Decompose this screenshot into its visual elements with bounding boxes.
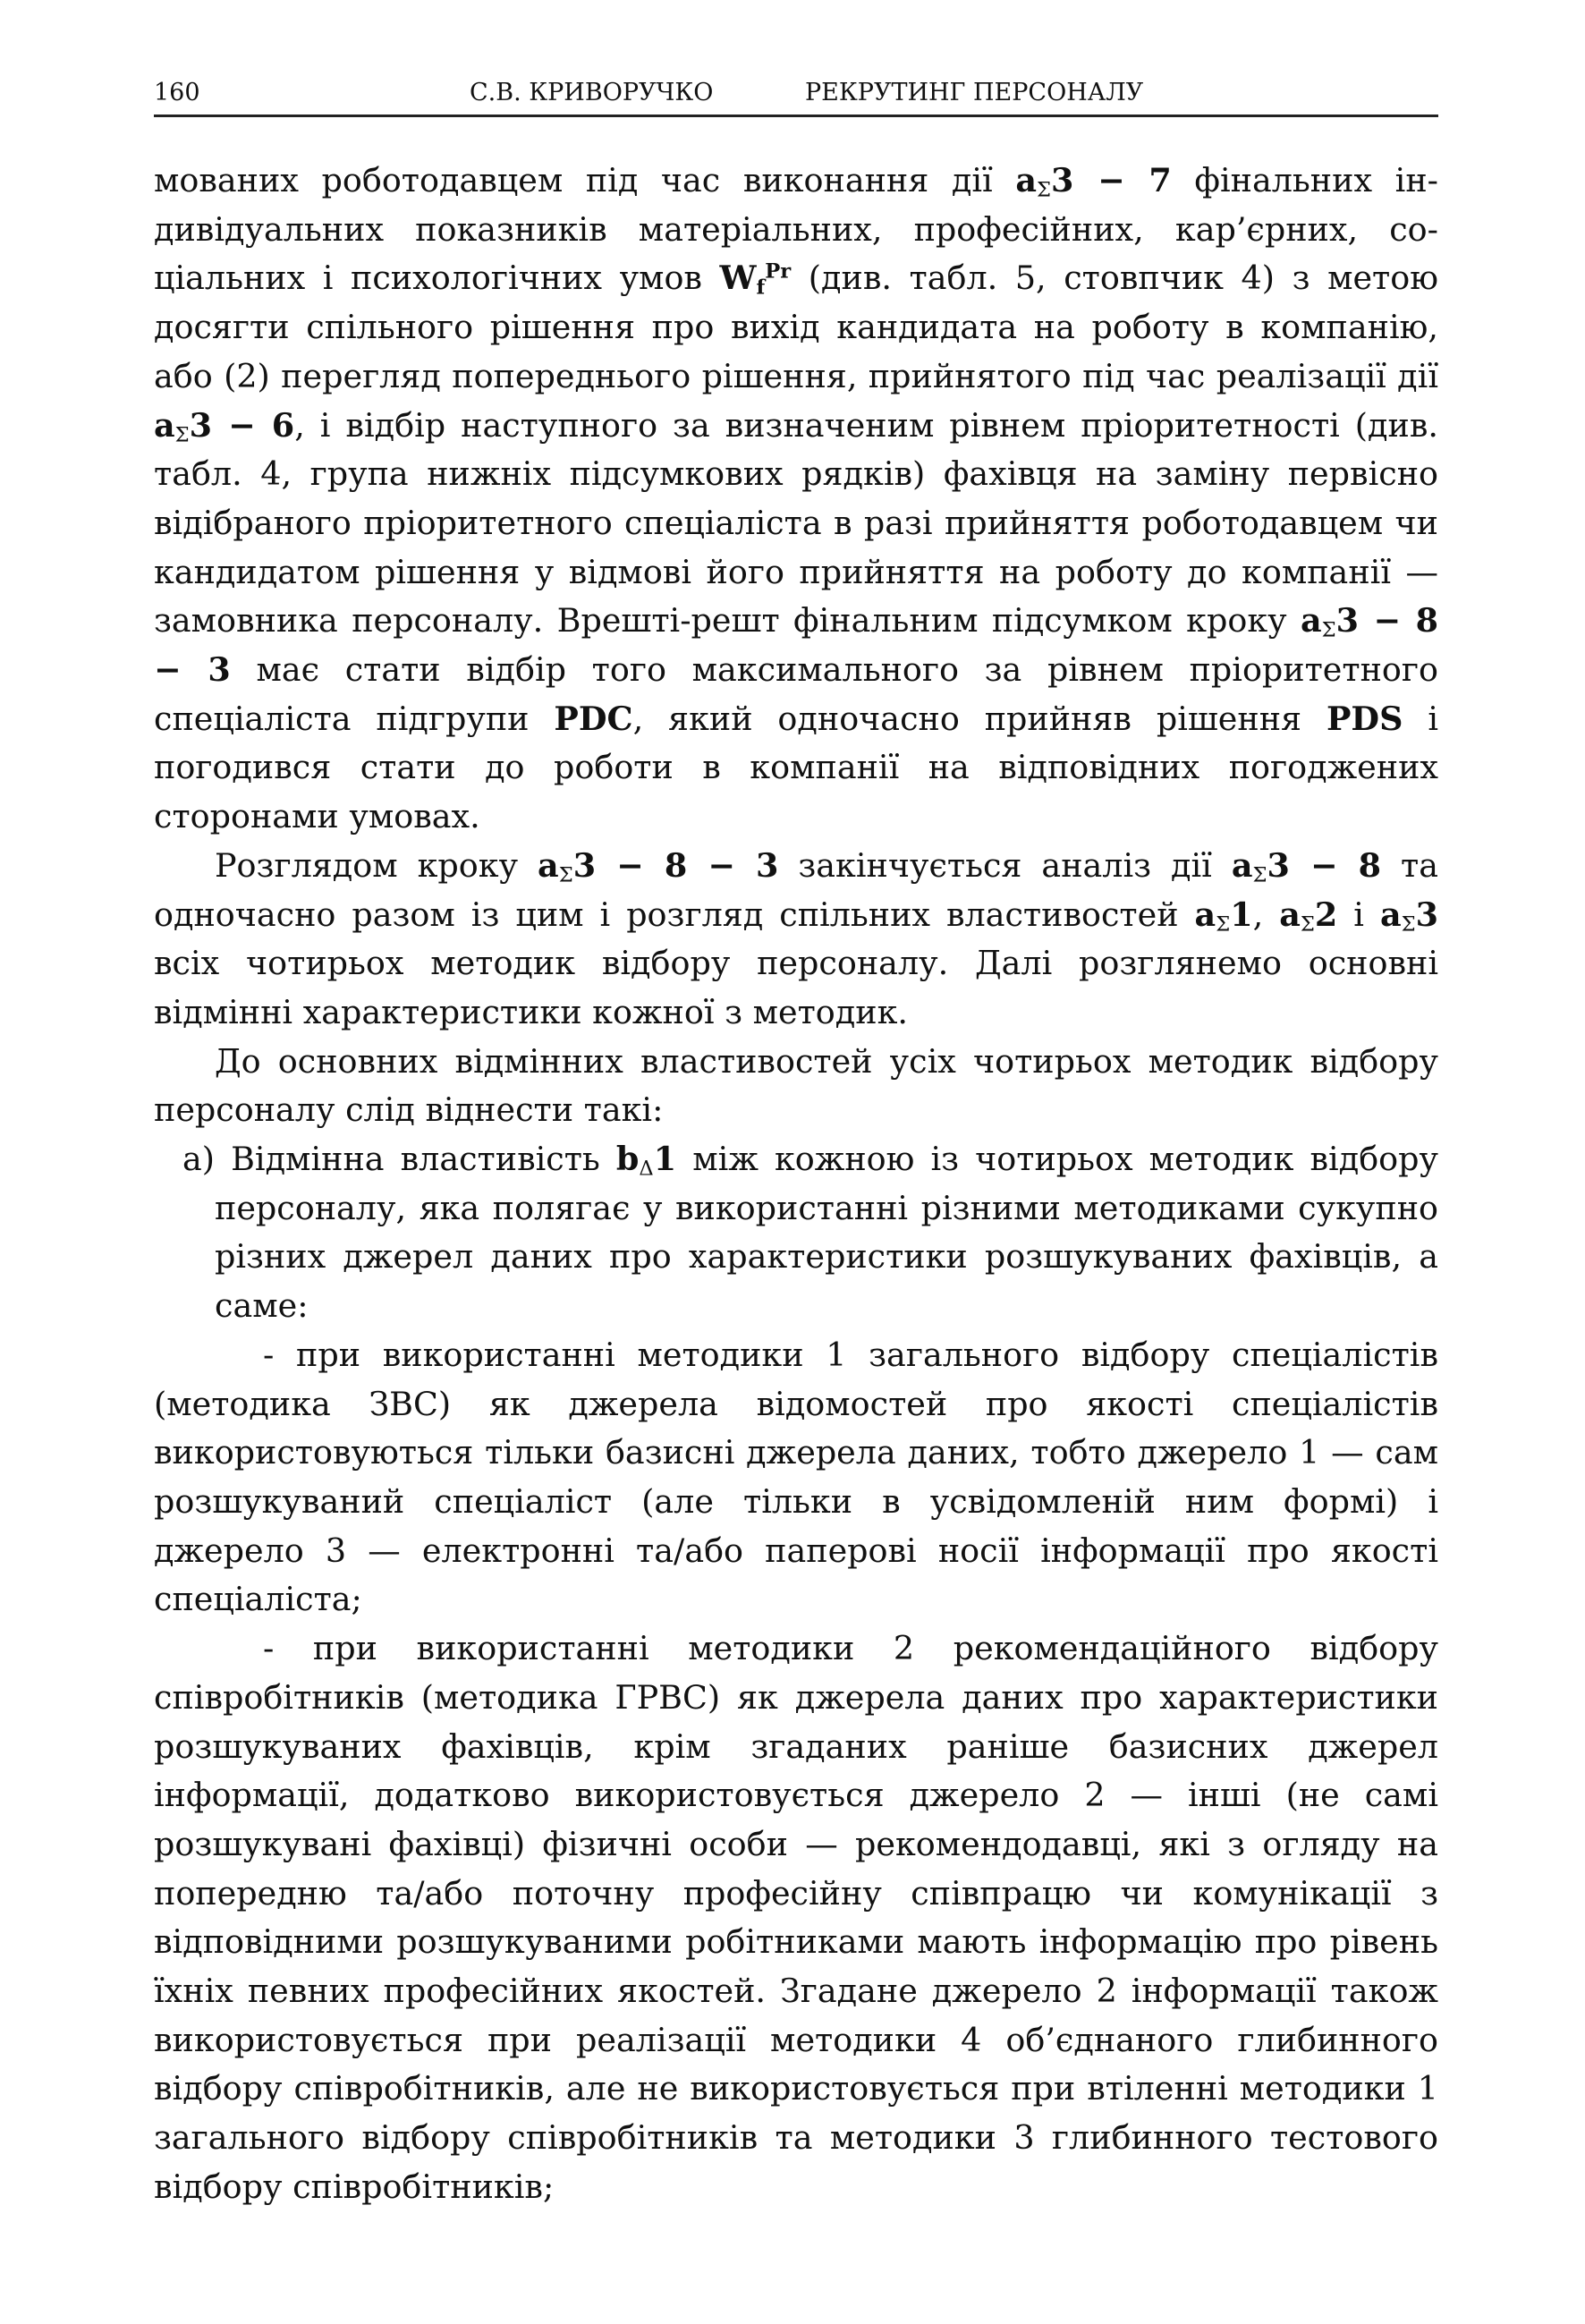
header-rule [154,115,1438,117]
bold-notation: PDS [1326,699,1403,738]
text-run: всіх чотирьох методик відбору персоналу. Далі розглянемо основні відмінні характеристики кожної з методик. [154,944,1438,1031]
text-run: а) Відмінна властивість [182,1140,616,1179]
bold-notation: a [538,845,559,885]
header-book-title: РЕКРУТИНГ ПЕРСОНАЛУ [805,79,1144,106]
bold-notation: 3 − 8 [1267,845,1382,885]
subscript: Σ [558,863,573,887]
text-run: має стати відбір того максимального за рівнем пріоритетного спеціаліста підгрупи [154,650,1438,738]
bold-notation: PDC [554,699,633,738]
subscript: Σ [1300,912,1315,937]
bold-notation: 3 [1415,895,1438,934]
paragraph-p5 [154,1331,1438,1624]
bold-notation: 2 [1314,895,1338,934]
text-run: , [1252,895,1280,934]
text-run: і погодився стати до роботи в компанії на відповідних погоджених сторонами умовах. [154,699,1438,836]
paragraph-p2 [154,842,1438,1038]
text-run: , який одночасно прийняв рішення [632,699,1326,738]
text-run: - при використанні методики 1 загального відбору спеціалістів (методика ЗВС) як джерела відомостей про якості спеціалістів використовуються тільки базисні джерела даних, тобто джерело 1 — сам розшукуваний спеціаліст (але тільки в усвідомленій ним формі) і джерело 3 — електронні та/або паперові носії інформації про якості спеціаліста; [154,1335,1438,1619]
text-run: Розглядом кроку [215,845,538,885]
subscript: f [756,276,766,301]
bold-notation: a [1279,895,1301,934]
subscript: Σ [1321,618,1336,642]
paragraph-p1 [154,157,1438,842]
bold-notation: 3 − 7 [1050,161,1172,199]
subscript: Δ [639,1157,654,1181]
bold-notation: b [615,1140,640,1179]
subscript: Σ [174,423,190,447]
bold-notation: a [1194,895,1216,934]
superscript: Pr [765,259,792,284]
text-run: , і відбір наступного за визначеним рівнем пріоритетності (див. табл. 4, група нижніх підсумкових рядків) фахівця на заміну первісно відібраного пріоритетного спеціаліста в разі прийняття роботодавцем чи кандидатом рішення у відмові його прийняття на роботу до компанії — замовника персоналу. Врешті-решт фінальним підсумком кроку [154,405,1438,640]
page-number: 160 [154,79,200,106]
bold-notation: W [719,259,757,298]
bold-notation: 3 − 6 [189,405,295,445]
text-run: між кожною із чотирьох методик відбору персоналу, яка полягає у використанні різними методиками сукупно різних джерел даних про характеристики розшукуваних фахівців, а саме: [215,1140,1438,1326]
text-run: та одночасно разом із цим і розгляд спільних властивостей [154,845,1438,934]
bold-notation: 3 − 8 − 3 [572,845,779,885]
text-run: мованих роботодавцем під час виконання дії [154,161,1016,199]
subscript: Σ [1252,863,1267,887]
running-header [154,73,1438,113]
text-run: фінальних індивідуальних показників матеріальних, професійних, кар’єрних, соціальних і психологічних умов [154,161,1438,298]
header-author: С.В. КРИВОРУЧКО [470,79,714,106]
bold-notation: a [154,405,175,445]
text-run: (див. табл. 5, стовпчик 4) з метою досягти спільного рішення про вихід кандидата на роботу в компанію, або (2) перегляд попереднього рішення, прийнятого під час реалізації дії [154,259,1439,395]
body-text [154,157,1438,2212]
text-run: і [1337,895,1380,934]
paragraph-p4 [154,1135,1438,1331]
text-run: закінчується аналіз дії [778,845,1232,885]
bold-notation: a [1379,895,1402,934]
paragraph-p6 [154,1624,1438,2211]
text-run: До основних відмінних властивостей усіх чотирьох методик відбору персоналу слід віднести такі: [154,1041,1438,1130]
bold-notation: 1 [1230,895,1253,934]
text-run: - при використанні методики 2 рекомендаційного відбору співробітників (методика ГРВС) як джерела даних про характеристики розшукуваних фахівців, крім згаданих раніше базисних джерел інформації, додатково використовується джерело 2 — інші (не самі розшукувані фахівці) фізичні особи — рекомендодавці, які з огляду на попередню та/або поточну професійну співпрацю чи комунікації з відповідними розшукуваними робітниками мають інформацію про рівень їхніх певних професійних якостей. Згадане джерело 2 інформації також використовується при реалізації методики 4 об’єднаного глибинного відбору співробітників, але не використовується при втіленні методики 1 загального відбору співробітників та методики 3 глибинного тестового відбору співробітників; [154,1629,1438,2206]
bold-notation: 1 [653,1140,677,1179]
subscript: Σ [1401,912,1416,937]
subscript: Σ [1216,912,1231,937]
bold-notation: a [1301,601,1322,640]
bold-notation: a [1231,845,1253,885]
bold-notation: a [1015,161,1037,199]
bold-notation: 3 − 8 − 3 [154,601,1438,690]
paragraph-p3 [154,1038,1438,1135]
subscript: Σ [1036,178,1051,202]
